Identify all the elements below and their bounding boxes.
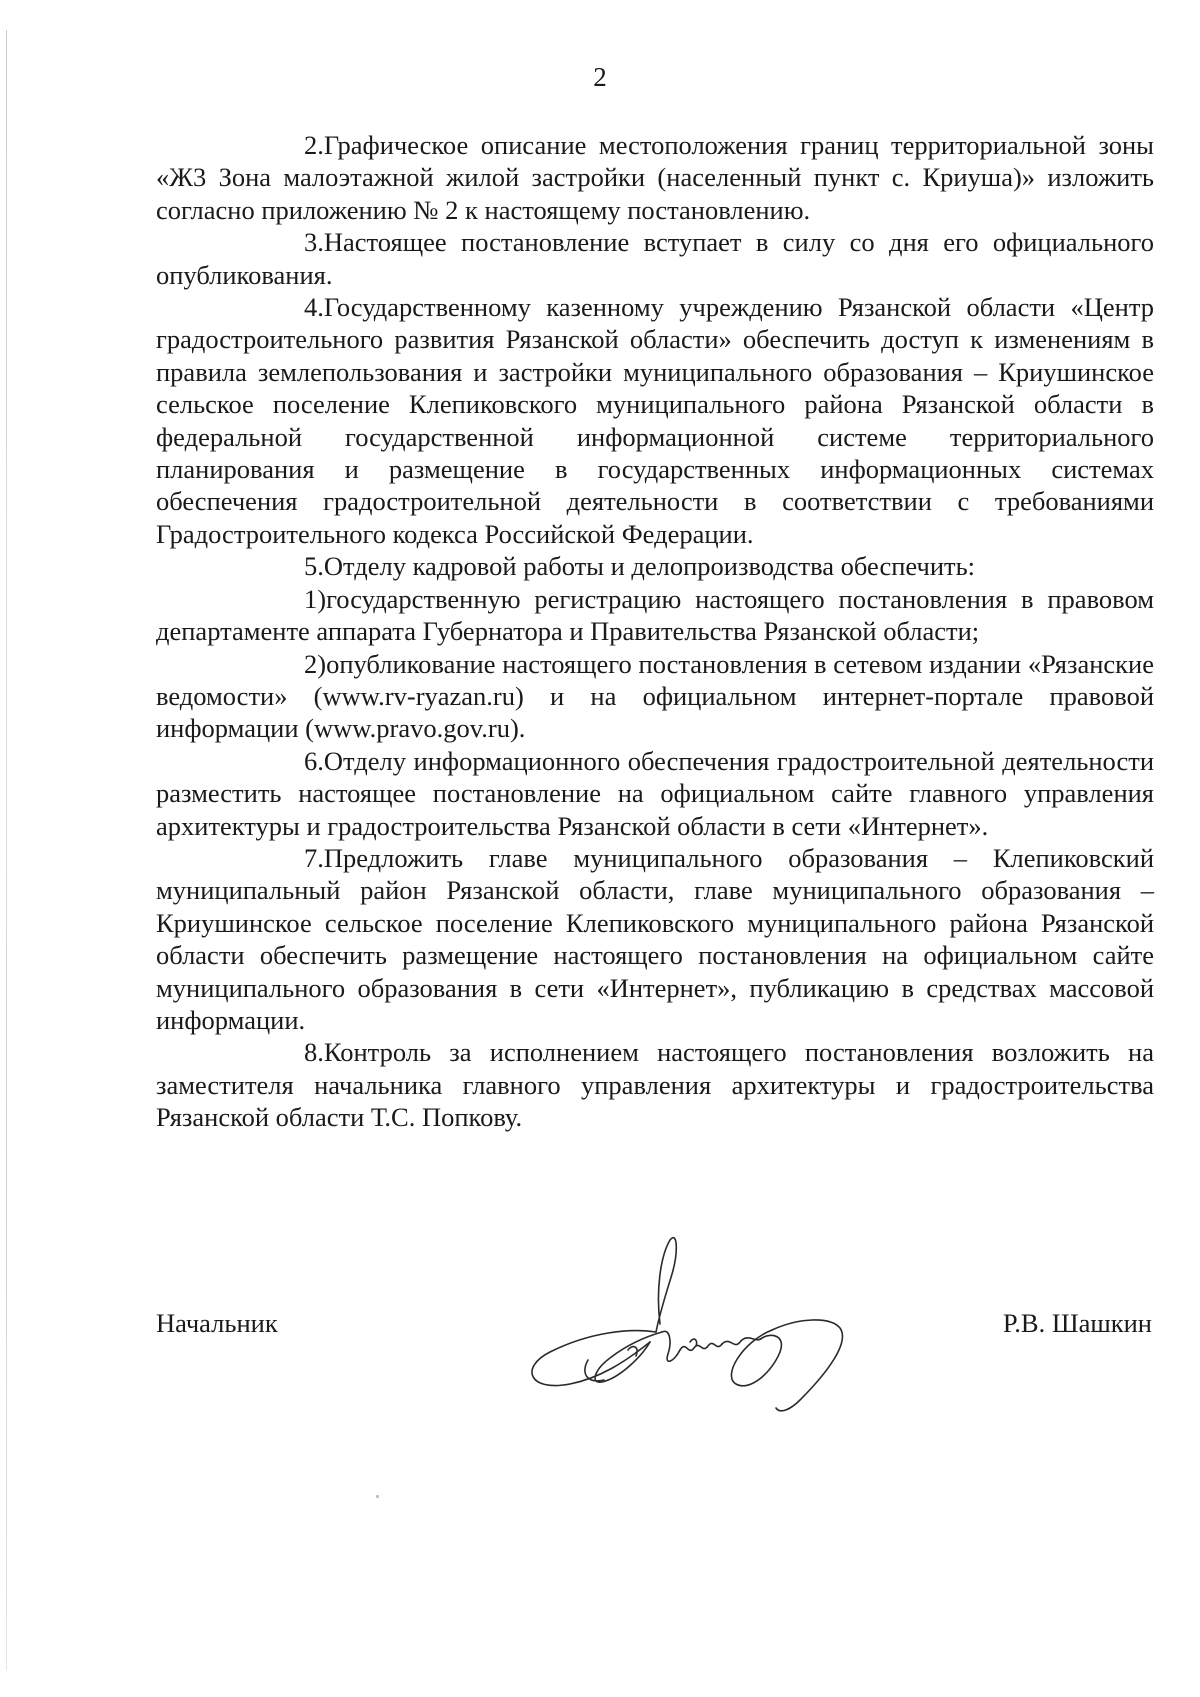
paragraph-number: 2) bbox=[304, 648, 327, 679]
paragraph-number: 3. bbox=[304, 227, 324, 258]
paragraph-number: 8. bbox=[304, 1037, 324, 1068]
paragraph-item-3 bbox=[156, 226, 1154, 291]
paragraph-text: Государственному казенному учреждению Рязанской области «Центр градостроительного развития Рязанской области» обеспечить доступ к изменениям в правила землепользования и застройки муниципального образования – Криушинское сельское поселение Клепиковского муниципального района Рязанской области в федеральной государственной информационной системе территориального планирования и размещение в государственных информационных системах обеспечения градостроительной деятельности в соответствии с требованиями Градостроительного кодекса Российской Федерации. bbox=[156, 292, 1154, 549]
scan-edge-line bbox=[6, 30, 7, 1670]
paragraph-text: опубликование настоящего постановления в сетевом издании «Рязанские ведомости» (www.rv-ryazan.ru) и на официальном интернет-портале правовой информации (www.pravo.gov.ru). bbox=[156, 648, 1154, 744]
paragraph-item-8 bbox=[156, 1036, 1154, 1133]
subparagraph-item-1 bbox=[156, 583, 1154, 648]
paragraph-text: Графическое описание местоположения границ территориальной зоны «Ж3 Зона малоэтажной жилой застройки (населенный пункт с. Криуша)» изложить согласно приложению № 2 к настоящему постановлению. bbox=[156, 130, 1154, 225]
paragraph-number: 5. bbox=[304, 551, 324, 582]
paragraph-number: 1) bbox=[304, 583, 327, 614]
signatory-name: Р.В. Шашкин bbox=[1002, 1308, 1152, 1338]
paragraph-number: 4. bbox=[304, 292, 324, 323]
handwritten-signature bbox=[510, 1232, 860, 1417]
document-body bbox=[156, 129, 1154, 1134]
paragraph-item-2 bbox=[156, 129, 1154, 226]
paragraph-text: государственную регистрацию настоящего постановления в правовом департаменте аппарата Губернатора и Правительства Рязанской области; bbox=[156, 583, 1154, 647]
paragraph-item-7 bbox=[156, 842, 1154, 1036]
scan-speck bbox=[376, 1495, 379, 1498]
subparagraph-item-2 bbox=[156, 648, 1154, 745]
paragraph-number: 2. bbox=[304, 130, 324, 160]
page-number: 2 bbox=[593, 62, 607, 92]
paragraph-item-6 bbox=[156, 745, 1154, 842]
paragraph-item-4 bbox=[156, 291, 1154, 550]
paragraph-text: Предложить главе муниципального образования – Клепиковский муниципальный район Рязанской области, главе муниципального образования – Криушинское сельское поселение Клепиковского муниципального района Рязанской области обеспечить размещение настоящего постановления на официальном сайте муниципального образования в сети «Интернет», публикацию в средствах массовой информации. bbox=[156, 842, 1154, 1035]
paragraph-text: Отделу кадровой работы и делопроизводства обеспечить: bbox=[323, 551, 976, 582]
signatory-title: Начальник bbox=[156, 1308, 278, 1338]
paragraph-text: Отделу информационного обеспечения градостроительной деятельности разместить настоящее постановление на официальном сайте главного управления архитектуры и градостроительства Рязанской области в сети «Интернет». bbox=[156, 745, 1154, 841]
paragraph-text: Настоящее постановление вступает в силу со дня его официального опубликования. bbox=[156, 227, 1154, 290]
paragraph-number: 7. bbox=[304, 842, 324, 873]
paragraph-item-5 bbox=[156, 550, 1154, 582]
paragraph-number: 6. bbox=[304, 745, 324, 776]
paragraph-text: Контроль за исполнением настоящего постановления возложить на заместителя начальника главного управления архитектуры и градостроительства Рязанской области Т.С. Попкову. bbox=[156, 1037, 1154, 1133]
